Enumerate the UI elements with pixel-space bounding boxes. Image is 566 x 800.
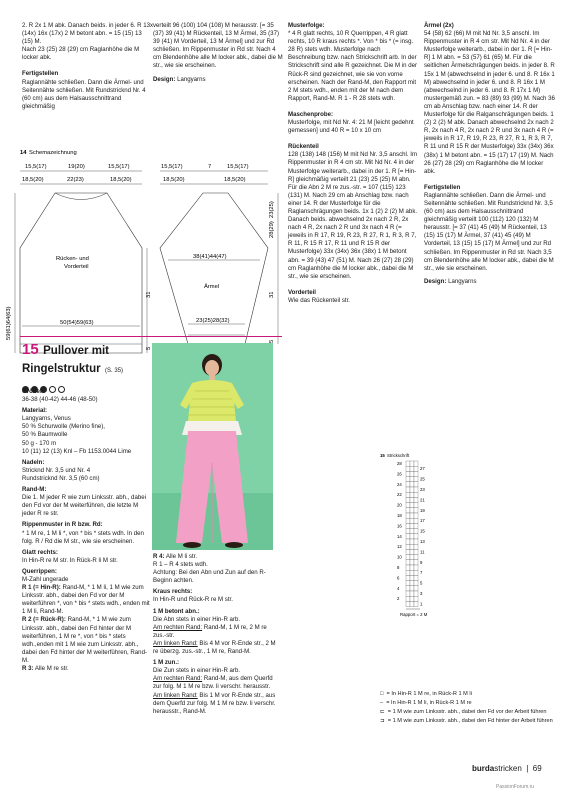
paragraph: Wie das Rückenteil str. (288, 296, 350, 304)
dim-label: 28(29) (269, 221, 275, 238)
chart-cell (406, 492, 410, 497)
dim-label: 15,5(17) (25, 164, 47, 170)
inline-heading: Am rechten Rand: (153, 675, 203, 683)
paragraph: Die Zun stets in einer Hin-R arb. (153, 667, 241, 675)
watermark: PassionForum.ru (496, 784, 535, 790)
chart-cell (406, 565, 410, 570)
section-heading: Rand-M: (22, 486, 47, 494)
chart-cell (410, 565, 414, 570)
chart-legend (380, 690, 560, 726)
chart-cell (410, 487, 414, 492)
row-number: 2 (397, 596, 400, 602)
chart-cell (414, 529, 418, 534)
inline-heading: Am linken Rand: (153, 691, 198, 699)
chart-cell (414, 518, 418, 523)
chart-cell (410, 591, 414, 596)
dim-label: 18,5(20) (163, 177, 185, 183)
design-value: Langyarns (177, 75, 206, 83)
row-number: 1 (420, 601, 423, 607)
chart-cell (410, 544, 414, 549)
chart-cell (414, 523, 418, 528)
row-number: 5 (420, 580, 423, 586)
chart-cell (406, 529, 410, 534)
legend-text: = In Hin-R 1 M li, in Rück-R 1 M re (386, 700, 472, 706)
row-number: 6 (397, 575, 400, 581)
column-1-top (22, 22, 154, 111)
schema-number: 14 (20, 150, 27, 156)
chart-number: 15 (380, 453, 385, 458)
chart-cell (406, 591, 410, 596)
chart-cell (410, 482, 414, 487)
paragraph: * 1 M re, 1 M li *, von * bis * stets wdh. In den folg. R / Rd die M str., wie sie erscheinen. (22, 529, 144, 545)
section-heading: Rückenteil (288, 143, 319, 151)
row-number: 21 (420, 497, 425, 503)
dim-label: 19(20) (68, 164, 85, 170)
chart-cell (406, 570, 410, 575)
paragraph: Langyarns, Venus 50 % Schurwolle (Merino fine), 50 % Baumwolle 50 g - 170 m 10 (11) 12 (13) Knl – Fb 1153.0044 Lime (22, 415, 132, 455)
chart-cell (406, 497, 410, 502)
chart-cell (414, 596, 418, 601)
chart-cell (410, 581, 414, 586)
chart-cell (414, 549, 418, 554)
section-heading: Querrippen: (22, 567, 57, 575)
legend-symbol: □ (380, 691, 384, 697)
dim-label: 31 (146, 291, 152, 298)
page-reference: (S. 35) (105, 368, 124, 374)
chart-cell (414, 482, 418, 487)
design-label: Design: (153, 75, 176, 83)
row-number: 4 (397, 585, 400, 591)
paragraph: Bis 4 M vor R-Ende str., 2 M re überzg. zus.-str., 1 M re, Rand-M. (153, 639, 276, 656)
column-4 (424, 22, 556, 286)
chart-cell (410, 555, 414, 560)
chart-cell (406, 549, 410, 554)
knitting-chart (380, 452, 440, 632)
paragraph: 128 (138) 148 (156) M mit Nd Nr. 3,5 anschl. Im Rippenmuster in R 4 cm str. Mit Nd Nr. 4 in der Musterfolge weiterarb., dabei in der 1. R [= Hin-R] gleichmäßig verteilt 21 (23) 25 (25) M abn. Für die Abn 2 M re zus.-str. = 107 (115) 123 (131) M. Nach 29 cm ab Anschlag bzw. nach einer 14. R der Musterfolge für die Raglanschrägungen beids. 1x 1 (2) 2 (2) M abk. Danach beids. abwechselnd 2x nach 2 R, 2x nach 4 R, 2x nach 2 R und 3x nach 4 R (= jeweils in R 17, R 19, R 23, R 27, R 1, R 3, R 7, R 11, R 15 R 17, R 11 und R 15 R der Musterfolge) 33x (34x) 36x (38x) 1 M betont abn. = 39 (43) 47 (51) M. Nach 26 (27) 28 (29) cm Raglanhöhe die M locker abk., dabei die M str., wie sie erscheinen. (288, 151, 418, 280)
row-number: 28 (397, 461, 402, 466)
paragraph: Raglannähte schließen. Dann die Ärmel- und Seitennähte schließen. Mit Rundstricknd Nr. 3,5 (60 cm) aus dem Halsausschnittrand gleichmäßig verteilt 100 (112) 120 (132) M herausstr. [= 37 (41) 45 (49) M Rückenteil, 13 (15) 15 (17) M Ärmel, 37 (41) 45 (49) M Vorderteil, 13 (15) 15 (17) M Ärmel] und zur Rd schließen. Im Rippenmuster in Rd str. Nach 3,5 cm Blendenhöhe alle M locker abk., dabei die M str., wie sie erscheinen. (424, 191, 554, 272)
paragraph: Rand-M, * 1 M li, 1 M wie zum Linksstr. abh., dabei den Fd vor der M weiterführen *, von * bis * stets wdh., enden mit 1 M li, Rand-M. (22, 584, 150, 616)
row-number: 22 (397, 492, 402, 498)
dim-label: 18,5(20) (22, 177, 44, 183)
dim-label: 15,5(17) (161, 164, 183, 170)
chart-cell (410, 461, 414, 466)
chart-cell (410, 586, 414, 591)
paragraph: 2. R 2x 1 M abk. Danach beids. in jeder 6. R 13x (14x) 16x (17x) 2 M betont abn. = 15 (15) 13 (15) M. (22, 22, 154, 46)
section-divider (20, 336, 282, 337)
row-number: 8 (397, 565, 400, 570)
paragraph: Rand-M, * 1 M wie zum Linksstr. abh., dabei den Fd hinter der M weiterführen, 1 M re *, von * bis * stets wdh.,enden mit 1 M wie zum Linksstr. abh., dabei den Fd hinter der M weiterführen, Rand-M. (22, 616, 147, 664)
chart-cell (410, 508, 414, 513)
chart-cell (406, 518, 410, 523)
chart-cell (410, 534, 414, 539)
legend-symbol: ⊏ (380, 709, 385, 715)
section-heading: Fertigstellen (22, 70, 59, 78)
chart-cell (414, 539, 418, 544)
chart-cell (414, 508, 418, 513)
chart-cell (414, 575, 418, 580)
chart-cell (406, 466, 410, 471)
legend-text: = 1 M wie zum Linksstr. abh., dabei den Fd hinter der Arbeit führen (387, 718, 553, 724)
row-number: 23 (420, 487, 425, 492)
dim-label: 15,5(17) (108, 164, 130, 170)
paragraph: 36-38 (40-42) 44-46 (48-50) (22, 396, 98, 404)
dim-label: 5 (269, 339, 275, 343)
section-heading: Fertigstellen (424, 183, 461, 191)
row-number: 15 (420, 528, 425, 534)
section-heading: Kraus rechts: (153, 588, 193, 596)
chart-cell (406, 539, 410, 544)
chart-cell (406, 508, 410, 513)
dim-label: 18,5(20) (110, 177, 132, 183)
chart-cell (414, 477, 418, 482)
chart-cell (414, 471, 418, 476)
chart-cell (414, 492, 418, 497)
row-number: 26 (397, 471, 402, 477)
row-number: 18 (397, 513, 402, 518)
materials-column (22, 388, 150, 673)
row-number: 20 (397, 502, 402, 508)
pattern-title-line2: Ringelstruktur (22, 363, 101, 375)
schema-title: Schemazeichnung (29, 150, 77, 156)
piece-label: Rücken- und (56, 256, 89, 262)
legend-text: = 1 M wie zum Linksstr. abh., dabei den Fd vor der Arbeit führen (387, 709, 547, 715)
dim-label: 59(61)64(63) (6, 306, 12, 340)
chart-cell (410, 529, 414, 534)
piece-label: Ärmel (204, 284, 220, 290)
paragraph: Rand-M, aus dem Querfd zur folg. M 1 M re bzw. li verschr. herausstr. (153, 675, 273, 691)
legend-text: = In Hin-R 1 M re, in Rück-R 1 M li (386, 691, 472, 697)
chart-cell (406, 523, 410, 528)
paragraph: 54 (58) 62 (66) M mit Nd Nr. 3,5 anschl. Im Rippenmuster in R 4 cm str. Mit Nd Nr. 4 in der Musterfolge weiterarb., dabei in der 1. R [= Hin-R] 1 M abn. = 53 (57) 61 (65) M. Für die seitlichen Ärmelschrägungen beids. in jeder 8. R 15x 1 M (abwechselnd in jeder 6. und 8. R 16x 1 M) abwechselnd in jeder 6. und 8. R 16x 1 M (abwechselnd in jeder 6. und 8. R 17x 1 M) mustergemäß zun. = 83 (89) 93 (99) M. Nach 36 cm ab Anschlag bzw. nach einer 14. R der Musterfolge für die Ralganschrägungen beids. 1 (2) 2 (2) M abk. Danach abwechselnd 2x nach 2 R, 2x nach 4 R, 2x nach 2 R und 3x nach 4 R (= jeweils in R 17, R 19, R 23, R 27, R 1, R 3, R 7, R 11 und R 15 R der Musterfolge) 33x (34x) 36x (38x) 1 M betont abn. = 15 (17) 17 (19) M. Nach 26 (27) 28 (29) cm Raglanhöhe die M locker abk. (424, 30, 555, 175)
paragraph: Alle M re str. (34, 665, 69, 672)
chart-cell (406, 513, 410, 518)
paragraph: verteilt 96 (100) 104 (108) M herausstr. [= 35 (37) 39 (41) M Rückenteil, 13 M Ärmel, 35 (37) 39 (41) M Vorderteil, 13 M Ärmel] und zur Rd schließen. Im Rippenmuster in Rd str. Nach 4 cm Blendenhöhe alle M locker abk., dabei die M str., wie sie erscheinen. (153, 22, 283, 70)
paragraph: Musterfolge, mit Nd Nr. 4: 21 M [leicht gedehnt gemessen] und 40 R = 10 x 10 cm (288, 119, 414, 135)
row-number: 24 (397, 481, 402, 487)
row-number: 17 (420, 518, 425, 524)
chart-cell (410, 503, 414, 508)
chart-cell (414, 534, 418, 539)
column-3 (288, 22, 418, 305)
row-number: 10 (397, 554, 402, 560)
chart-cell (414, 570, 418, 575)
chart-cell (406, 581, 410, 586)
dim-label: 31 (269, 291, 275, 298)
row-number: 13 (420, 539, 425, 544)
chart-cell (406, 601, 410, 606)
chart-cell (410, 497, 414, 502)
dim-label: 22(23) (67, 177, 84, 183)
chart-cell (410, 513, 414, 518)
chart-cell (406, 482, 410, 487)
row-number: 19 (420, 507, 425, 513)
dim-label: 38(41)44(47) (193, 254, 227, 260)
paragraph: R 1 – R 4 stets wdh. Achtung: Bei den Abn und Zun auf den R-Beginn achten. (153, 561, 266, 585)
chart-cell (406, 477, 410, 482)
chart-cell (406, 586, 410, 591)
paragraph: Nach 23 (25) 28 (29) cm Raglanhöhe die M locker abk. (22, 46, 140, 62)
chart-cell (414, 601, 418, 606)
chart-cell (414, 560, 418, 565)
chart-cell (410, 477, 414, 482)
chart-cell (414, 565, 418, 570)
inline-heading: R 1 (= Hin-R): (22, 584, 61, 592)
chart-cell (410, 492, 414, 497)
inline-heading: R 4: (153, 553, 165, 560)
dim-label: 7 (208, 164, 212, 170)
dim-label: 50(54)59(63) (60, 320, 94, 326)
section-heading: Musterfolge: (288, 22, 325, 29)
dim-label: 23(25) (269, 201, 275, 218)
dim-label: 5 (146, 346, 152, 350)
section-heading: Größen (22, 388, 44, 395)
paragraph: Bis 1 M vor R-Ende str., aus dem Querfd zur folg. M 1 M re bzw. li verschr. herausstr., Rand-M. (153, 691, 276, 715)
column-2-bottom (153, 553, 278, 716)
pattern-number: 15 (22, 341, 39, 358)
design-label: Design: (424, 277, 447, 285)
paragraph: Alle M li str. (165, 553, 198, 560)
brand-name-suffix: stricken (494, 764, 522, 773)
section-heading: Glatt rechts: (22, 548, 58, 556)
chart-cell (406, 534, 410, 539)
paragraph: In Hin-R re M str. In Rück-R li M str. (22, 556, 118, 564)
paragraph: Die Abn stets in einer Hin-R arb. (153, 615, 241, 623)
chart-cell (410, 549, 414, 554)
chart-cell (414, 503, 418, 508)
pattern-title-line1: Pullover mit (43, 345, 109, 357)
dim-label: 15,5(17) (227, 164, 249, 170)
chart-cell (414, 555, 418, 560)
section-heading: Maschenprobe: (288, 110, 334, 118)
chart-cell (410, 596, 414, 601)
paragraph: * 4 R glatt rechts, 10 R Querrippen, 4 R glatt rechts, 10 R kraus rechts *. Von * bis * (= insg. 28 R) stets wdh. Musterfolge nach Beschreibung bzw. nach Strickschrift arb. In der Strickschrift sind alle R gezeichnet. Die M in der Rück-R sind gezeichnet, wie sie von vorne erscheinen. Nach der Rand-M, den Rapport mit 2 M stets wdh., enden mit der M nach dem Rapport, Rand-M. R 1 - R 28 stets wdh. (288, 30, 418, 102)
chart-cell (406, 575, 410, 580)
inline-heading: R 2 (= Rück-R): (22, 616, 66, 624)
row-number: 7 (420, 570, 423, 576)
page-number: 69 (532, 764, 542, 773)
chart-cell (406, 487, 410, 492)
inline-heading: Am rechten Rand: (153, 623, 203, 631)
chart-cell (414, 513, 418, 518)
chart-cell (406, 461, 410, 466)
inline-heading: Am linken Rand: (153, 639, 198, 647)
chart-cell (410, 539, 414, 544)
chart-cell (410, 575, 414, 580)
section-heading: Material: (22, 407, 48, 415)
body-outline (20, 193, 142, 353)
paragraph: Stricknd Nr. 3,5 und Nr. 4 Rundstricknd Nr. 3,5 (60 cm) (22, 466, 100, 482)
legend-symbol: – (380, 700, 384, 706)
rapport-label: Rapport = 2 M (400, 612, 428, 617)
chart-cell (406, 544, 410, 549)
column-2-top (153, 22, 283, 84)
chart-cell (406, 471, 410, 476)
row-number: 12 (397, 544, 402, 550)
chart-cell (406, 560, 410, 565)
paragraph: Raglannähte schließen. Dann die Ärmel- und Seitennähte schließen. Mit Rundstricknd Nr. 4 (60 cm) aus dem Halsausschnittrand gleichmäßig (22, 78, 146, 110)
paragraph: Rand-M, 1 M re, 2 M re zus.-str. (153, 623, 267, 639)
chart-cell (406, 503, 410, 508)
brand-name: burda (472, 764, 495, 773)
legend-symbol: ⊐ (380, 718, 385, 724)
row-number: 25 (420, 476, 425, 482)
section-heading: Vorderteil (288, 288, 316, 296)
chart-cell (410, 518, 414, 523)
dim-label: 23(25)28(32) (196, 318, 230, 324)
row-number: 14 (397, 533, 402, 539)
section-heading: 1 M zun.: (153, 659, 180, 667)
paragraph: In Hin-R und Rück-R re M str. (153, 596, 233, 604)
chart-cell (414, 591, 418, 596)
section-heading: 1 M betont abn.: (153, 607, 200, 615)
chart-cell (414, 487, 418, 492)
design-value: Langyarns (448, 277, 477, 285)
chart-cell (406, 596, 410, 601)
chart-cell (406, 555, 410, 560)
paragraph: Die 1. M jeder R wie zum Linksstr. abh., dabei den Fd vor der M weiterführen, die letzte M jeder R re str. (22, 494, 146, 518)
chart-cell (410, 466, 414, 471)
chart-cell (410, 471, 414, 476)
chart-cell (414, 461, 418, 466)
chart-cell (414, 544, 418, 549)
chart-cell (410, 523, 414, 528)
section-heading: Rippenmuster in R bzw. Rd: (22, 521, 103, 529)
chart-cell (414, 497, 418, 502)
section-heading: Ärmel (2x) (424, 22, 454, 29)
chart-grid (397, 461, 425, 607)
row-number: 11 (420, 549, 425, 555)
row-number: 16 (397, 523, 402, 529)
row-number: 9 (420, 559, 423, 565)
chart-cell (414, 586, 418, 591)
inline-heading: R 3: (22, 665, 34, 672)
section-heading: Nadeln: (22, 458, 45, 466)
chart-cell (410, 560, 414, 565)
chart-cell (414, 466, 418, 471)
piece-label: Vorderteil (64, 264, 89, 270)
row-number: 27 (420, 466, 425, 472)
chart-cell (410, 601, 414, 606)
row-number: 3 (420, 591, 423, 596)
chart-title: Strickschrift (387, 453, 410, 458)
model-photo (152, 343, 273, 550)
chart-cell (410, 570, 414, 575)
chart-cell (414, 581, 418, 586)
dim-label: 18,5(20) (224, 177, 246, 183)
paragraph: M-Zahl ungerade (22, 575, 69, 583)
page-footer: burdastricken | 69 (472, 764, 542, 773)
